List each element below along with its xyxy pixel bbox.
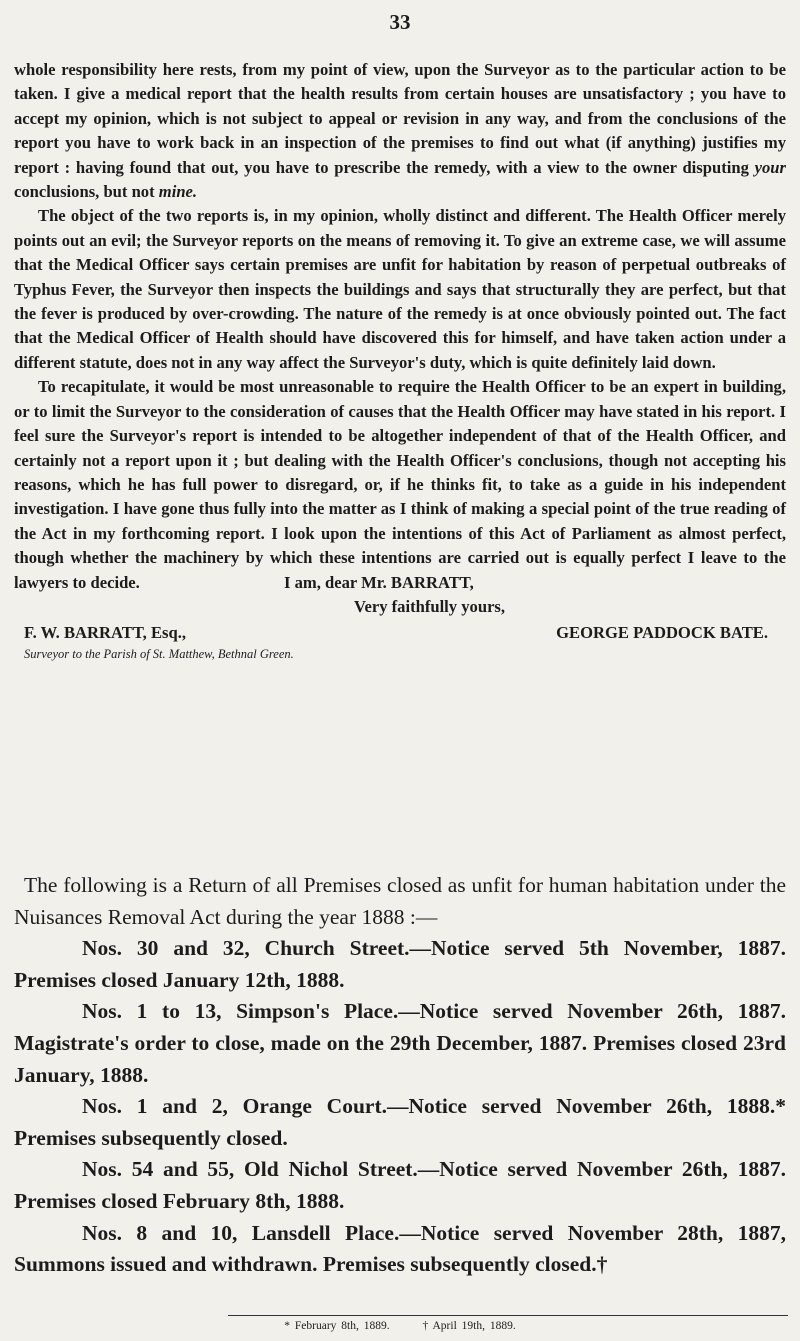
letter-paragraph-3: To recapitulate, it would be most unreasonable to require the Health Officer to be an expert in building, or to limit the Surveyor to the consideration of causes that the Health Officer may have stated in his report. I feel sure the Surveyor's report is intended to be altogether independent of that of the Health Officer, and certainly not a report upon it ; but dealing with the Health Officer's conclusions, though not accepting his reasons, which he has full power to disregard, or, if he thinks fit, to take as a guide in his independent investigation. I have gone thus fully into the matter as I think of making a special point of the true reading of the Act in my forthcoming report. I look upon the intentions of this Act of Parliament as almost perfect, though whether the machinery by which these intentions are carried out is equally perfect I leave to the lawyers to decide.: [14, 377, 786, 592]
footnote: * February 8th, 1889.: [284, 1320, 390, 1332]
emphasis-mine: mine.: [158, 182, 198, 202]
return-entry: Nos. 1 to 13, Simpson's Place.—Notice served November 26th, 1887. Magistrate's order to close, made on the 29th December, 1887. Premises closed 23rd January, 1888.: [14, 999, 786, 1087]
letter-valediction: Very faithfully yours,: [354, 596, 506, 616]
footnote-divider: [228, 1315, 788, 1316]
return-entry: Nos. 30 and 32, Church Street.—Notice served 5th November, 1887. Premises closed January 12th, 1888.: [14, 936, 786, 992]
signature: GEORGE PADDOCK BATE.: [556, 623, 768, 643]
letter-paragraph-1: whole responsibility here rests, from my point of view, upon the Surveyor as to the particular action to be taken. I give a medical report that the health results from certain houses are unsatisfactory ; you have to accept my opinion, which is not subject to appeal or revision in any way, and from the conclusions of the report you have to work back in an inspection of the premises to find out what (if anything) justifies my report : having found that out, you have to prescribe the remedy, with a view to the owner disputing your conclusions, but not mine.: [14, 60, 786, 202]
return-intro: The following is a Return of all Premises closed as unfit for human habitation under the Nuisances Removal Act during the year 1888 :—: [14, 873, 786, 929]
return-entry: Nos. 1 and 2, Orange Court.—Notice served November 26th, 1888.* Premises subsequently closed.: [14, 1094, 786, 1150]
letter-body: [14, 58, 786, 662]
return-section: [14, 870, 786, 1281]
return-entry: Nos. 8 and 10, Lansdell Place.—Notice served November 28th, 1887, Summons issued and withdrawn. Premises subsequently closed.†: [14, 1220, 786, 1277]
footnote: † April 19th, 1889.: [422, 1320, 516, 1332]
letter-paragraph-2: The object of the two reports is, in my opinion, wholly distinct and different. The Health Officer merely points out an evil; the Surveyor reports on the means of removing it. To give an extreme case, we will assume that the Medical Officer says certain premises are unfit for habitation by reason of perpetual outbreaks of Typhus Fever, the Surveyor then inspects the buildings and says that structurally they are perfect, but that the fever is produced by over-crowding. The nature of the remedy is at once obviously pointed out. The fact that the Medical Officer of Health should have discovered this for himself, and have taken action under a different statute, does not in any way affect the Surveyor's duty, which is quite definitely laid down.: [14, 206, 786, 372]
footnotes: [0, 1320, 800, 1332]
emphasis-your: your: [754, 157, 786, 177]
addressee: F. W. BARRATT, Esq.,: [24, 623, 186, 643]
addressee-title: Surveyor to the Parish of St. Matthew, Bethnal Green.: [24, 646, 294, 661]
return-entry: Nos. 54 and 55, Old Nichol Street.—Notice served November 26th, 1887. Premises closed February 8th, 1888.: [14, 1157, 786, 1213]
page-number: 33: [389, 10, 411, 34]
letter-closing: I am, dear Mr. BARRATT,: [284, 572, 474, 592]
signature-row: [14, 621, 786, 645]
